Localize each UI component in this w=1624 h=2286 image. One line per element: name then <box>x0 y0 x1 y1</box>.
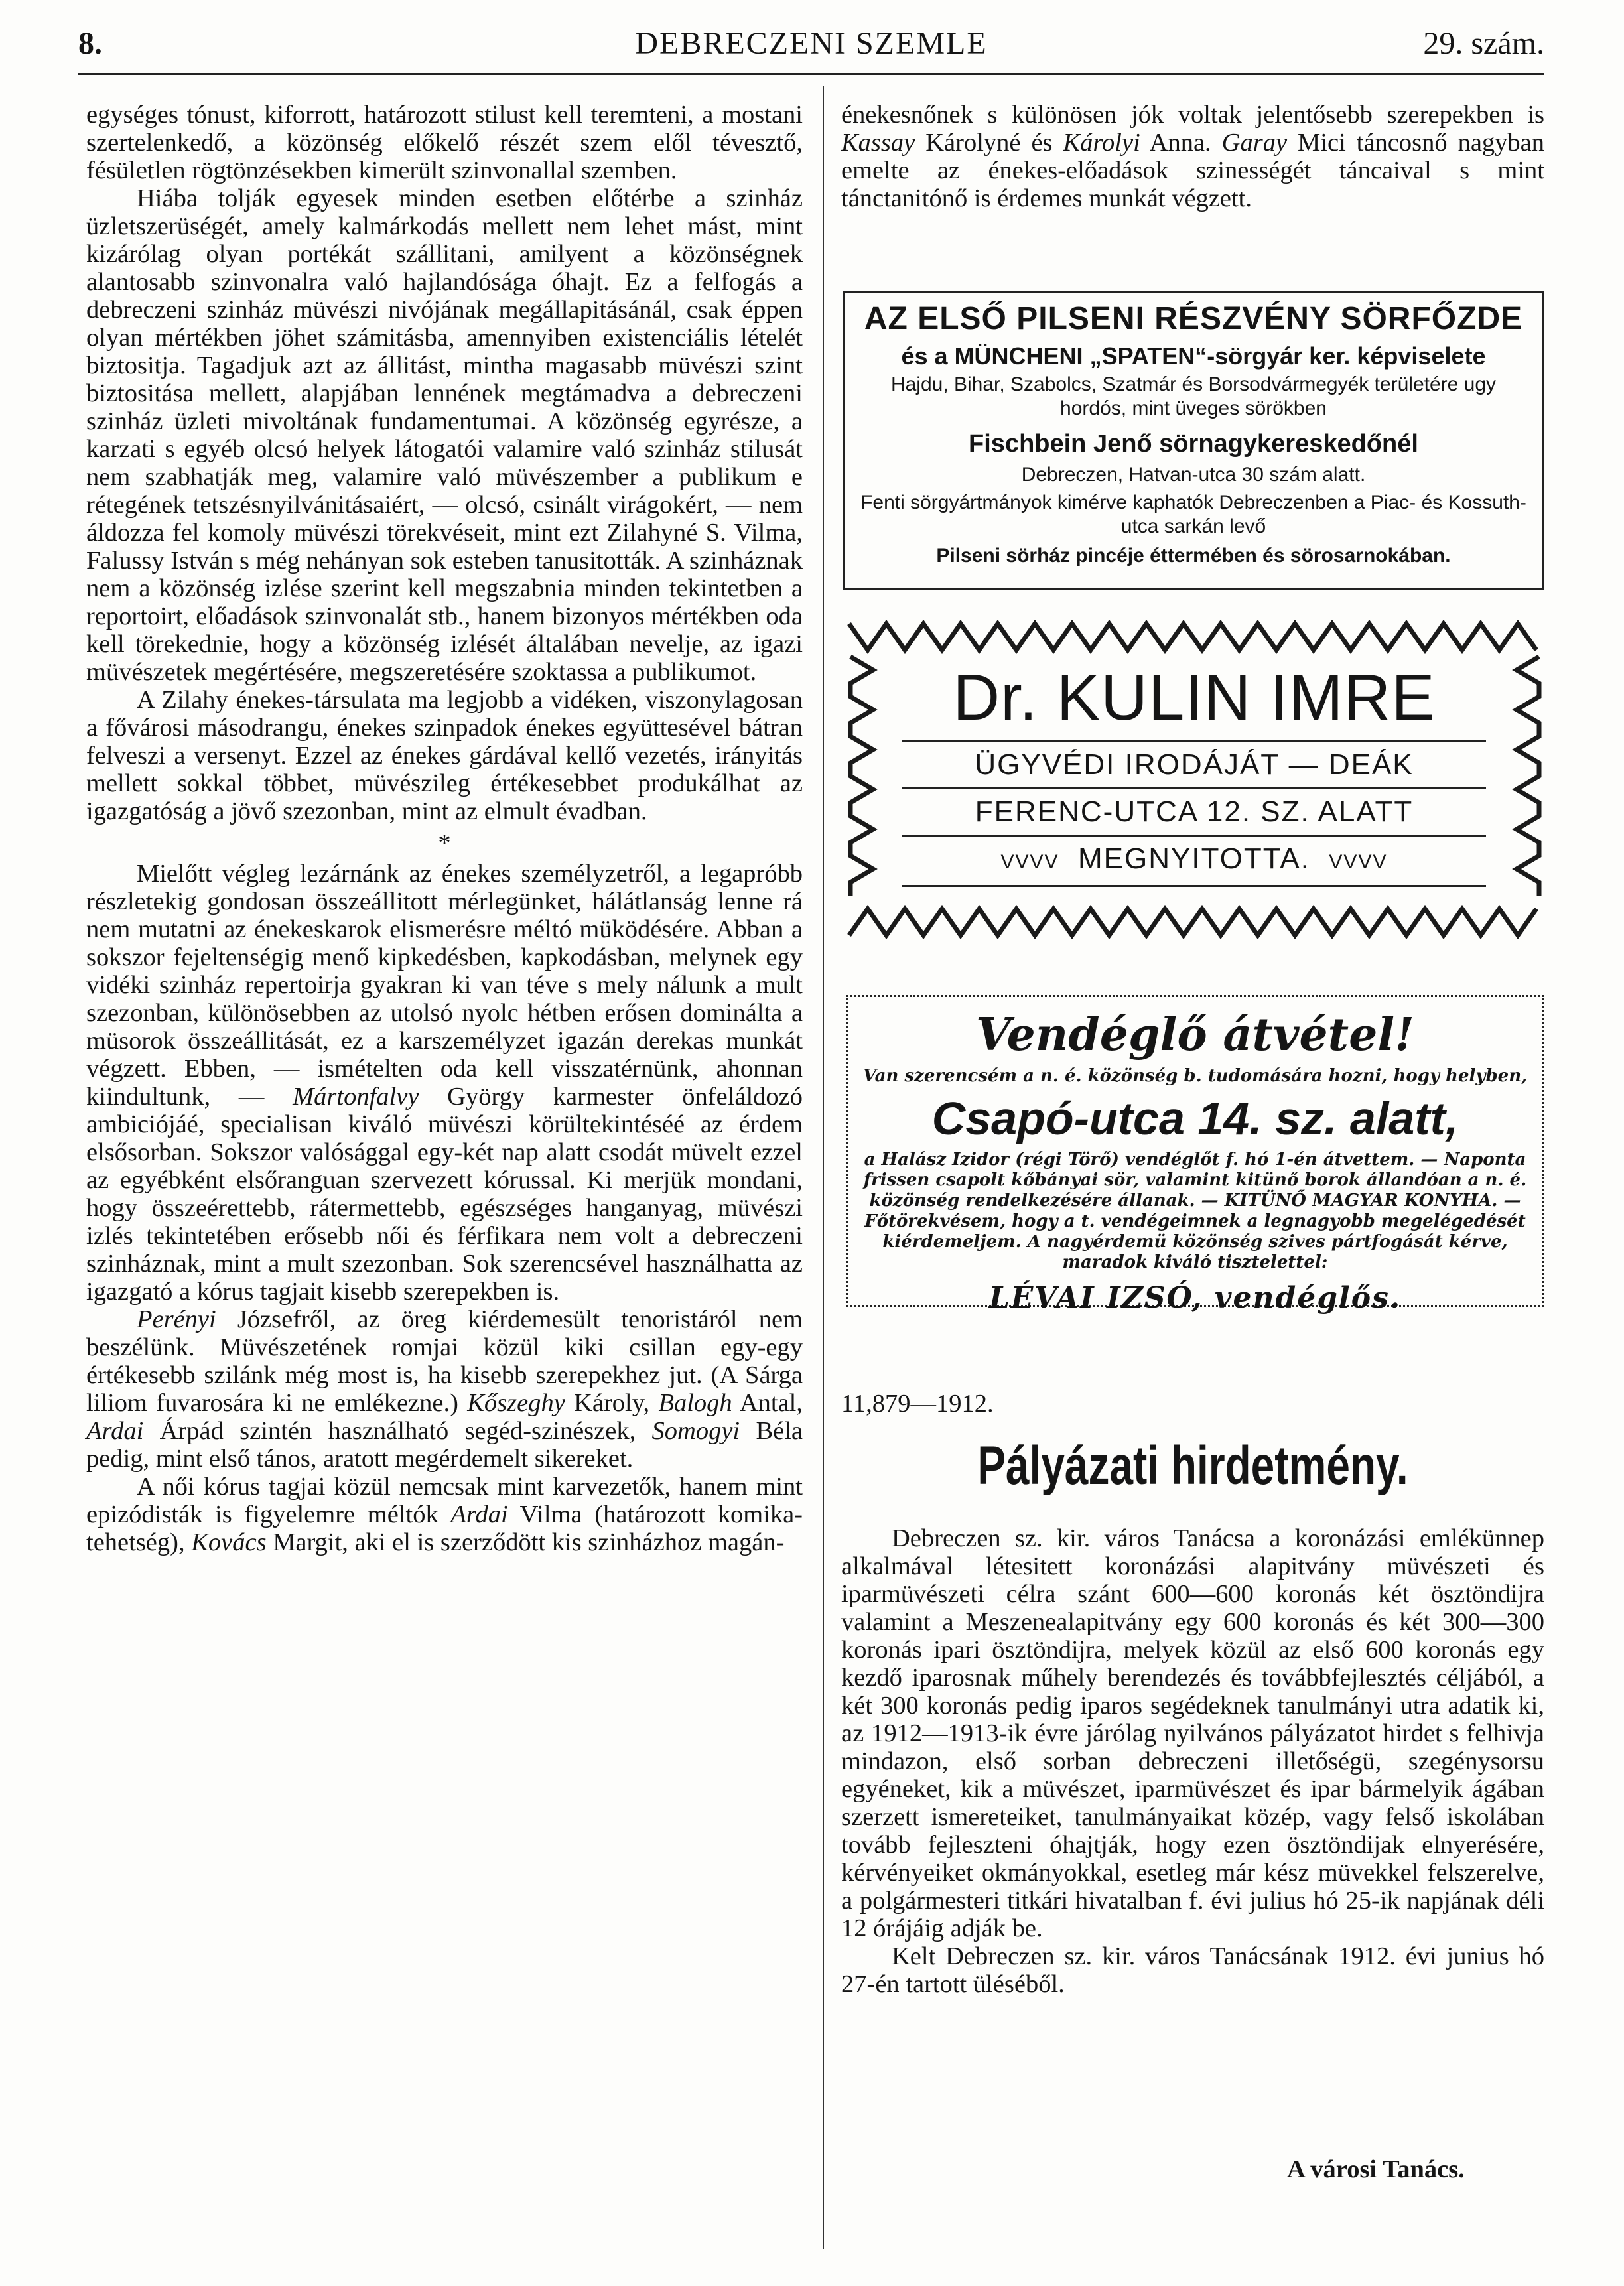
ad-text: Van szerencsém a n. é. közönség b. tudomására hozni, hogy helyben, <box>862 1066 1528 1086</box>
ornament-border-right <box>1511 650 1544 902</box>
ad-kulin-imre <box>843 617 1544 942</box>
ornament-border-bottom <box>843 902 1544 942</box>
ad-line: FERENC-UTCA 12. SZ. ALATT <box>975 795 1414 828</box>
ad-body <box>902 658 1486 891</box>
paragraph: egységes tónust, kiforrott, határozott stilust kell teremteni, a mostani szertelenkedő, a közönség előkelő részét szem elől tévesztő, fésületlen rögtönzésekben kimerült szinvonallal szemben. <box>86 101 803 184</box>
notice-signature: A városi Tanács. <box>1287 2155 1465 2183</box>
ad-text: Fenti sörgyártmányok kimérve kaphatók Debreczenben a Piac- és Kossuth-utca sarkán levő <box>860 492 1526 537</box>
divider <box>902 885 1486 887</box>
left-column <box>86 101 803 1556</box>
paragraph: énekesnőnek s különösen jók voltak jelentősebb szerepekben is Kassay Károlyné és Károlyi Anna. Garay Mici táncosnő nagyban emelte az énekes-előadások szinességét táncaival s mint tánctanitónő is érdemes munkát végzett. <box>841 101 1545 212</box>
ornament-text: VVVV <box>1000 851 1059 873</box>
column-divider <box>823 86 824 2249</box>
ad-location: Pilseni sörház pincéje éttermében és sörosarnokában. <box>936 545 1451 567</box>
lawyer-name: Dr. KULIN IMRE <box>953 661 1436 734</box>
ad-text: Hajdu, Bihar, Szabolcs, Szatmár és Borsodvármegyék területére ugy hordós, mint üveges sörökben <box>890 373 1497 419</box>
ornament-border-left <box>845 650 878 902</box>
divider <box>902 787 1486 789</box>
page-number: 8. <box>78 26 102 61</box>
ad-signature: LÉVAI IZSÓ, vendéglős. <box>988 1281 1402 1315</box>
ad-line: VVVV MEGNYITOTTA. VVVV <box>1000 842 1388 875</box>
ad-text: a Halász Izidor (régi Törő) vendéglőt f. hó 1-én átvettem. — Naponta frissen csapolt kőbányai sör, valamint kitünő borok állandóan a n. é. közönség rendelkezésére állanak. — KITÜNŐ MAGYAR KONYHA. — Főtörekvésem, hogy a t. vendégeimnek a legnagyobb megelégedését kiérdemeljem. A nagyérdemü közönség szives pártfogását kérve, maradok kiváló tisztelettel: <box>863 1150 1527 1272</box>
ad-line: ÜGYVÉDI IRODÁJÁT — DEÁK <box>975 748 1414 781</box>
notice-body <box>841 1524 1544 1998</box>
paragraph: Perényi Józsefről, az öreg kiérdemesült tenoristáról nem beszélünk. Müvészetének romjai közül kiki csillan egy-egy értékesebb szilánk még most is, ha kisebb szerepekhez jut. (A Sárga liliom fuvarosára ki ne emlékezne.) Kőszeghy Károly, Balogh Antal, Ardai Árpád szintén használható segéd-szinészek, Somogyi Béla pedig, mint első tános, aratott megérdemelt sikereket. <box>86 1306 803 1473</box>
notice-title: Pályázati hirdetmény. <box>977 1436 1408 1496</box>
paragraph: A Zilahy énekes-társulata ma legjobb a vidéken, viszonylagosan a fővárosi másodrangu, énekes szinpadok énekes együttesével bátran felveszi a versenyt. Ezzel az énekes gárdával kellő vezetés, irányitás mellett sokkal többet, müvészileg értékesebbet produkálhat az igazgatóság a jövő szezonban, mint az elmult évadban. <box>86 686 803 825</box>
right-column-text <box>841 101 1544 212</box>
ad-pilseni-brewery <box>843 291 1544 590</box>
header-rule <box>78 73 1544 75</box>
paragraph: Hiába tolják egyesek minden esetben előtérbe a szinház üzletszerüségét, amely kalmárkodás mellett nem lehet mást, mint kizárólag olyan portékát szállitani, amilyent a közönségnek alantosabb szinvonalra való hajlandósága óhajt. Ez a felfogás a debreczeni szinház müvészi nivójának megállapitásánál, csak éppen olyan mértékben jöhet számitásba, amennyiben existenciális lételét biztositja. Tagadjuk azt az állitást, mintha magasabb müvészi szint biztositása mellett, alapjában lennének megtámadva a debreczeni szinház üzleti mivoltának fundamentumai. A közönség egyrésze, a karzati s egyéb olcsó helyek látogatói valamire való szinház stilusát nem szabhatják meg, valamire való müvészember a publikum e rétegének tetszésnyilvánitásaiért, — olcsó, csinált virágokért, — nem áldozza fel komoly müvészi törekvéseit, mint ezt Zilahyné S. Vilma, Falussy István s még nehányan sok esteben tanusitották. A szinháznak nem a közönség izlése szerint kell megszabnia minden tekintetben a reportoirt, előadások szinvonalát stb., hanem bizonyos mértékben oda kell törekednie, hogy a közönség izlését általában nevelje, az igazi müvészetek megértésére, megszeretésére szoktassa a publikumot. <box>86 184 803 686</box>
ad-headline: Vendéglő átvétel! <box>975 1008 1415 1061</box>
ad-address: Csapó-utca 14. sz. alatt, <box>931 1093 1459 1144</box>
issue-number: 29. szám. <box>1423 26 1544 61</box>
divider <box>902 740 1486 742</box>
paragraph: A női kórus tagjai közül nemcsak mint karvezetők, hanem mint epizódisták is figyelemre méltók Ardai Vilma (határozott komika-tehetség), Kovács Margit, aki el is szerződött kis szinházhoz magán- <box>86 1473 803 1556</box>
paragraph: Mielőtt végleg lezárnánk az énekes személyzetről, a legapróbb részletekig gondosan összeállitott mérlegünket, hálátlanság lenne rá nem mutatni az énekeskarok elismerésre méltó müködésére. Abban a sokszor fejeltenségig menő kipkedésben, kapkodásban, melynek egy vidéki szinház repertoirja gyakran ki van téve s mely nálunk a mult szezonban, különösebben az utolsó nyolc hétben erősen dominálta a müsorok összeállitását, ez a karszemélyzet igazán derekas munkát végzett. Ebben, — ismételten oda kell visszatérnünk, ahonnan kiindultunk, — Mártonfalvy György karmester önfeláldozó ambiciójáé, specialisan kiváló müvészi körültekintéséé az érdem elsősorban. Sokszor valósággal egy-két nap alatt csodát müvelt ezzel az egyébként elsőranguan szervezett kórussal. Ki merjük mondani, hogy összeérettebb, rátermettebb, egészséges hanganyag, müvészi izlés tekintetében erősebb női és férfikara nem volt a debreczeni szinháznak, mint a mult szezonban. Sok szerencsével használhatta az igazgató a kórus tagjait kisebb szerepekben is. <box>86 860 803 1306</box>
ad-address: Debreczen, Hatvan-utca 30 szám alatt. <box>1021 464 1366 486</box>
ornament-border-top <box>843 617 1544 657</box>
divider <box>902 835 1486 837</box>
ad-subheadline: és a MÜNCHENI „SPATEN“-sörgyár ker. képviselete <box>901 342 1486 370</box>
ad-headline: AZ ELSŐ PILSENI RÉSZVÉNY SÖRFŐZDE <box>864 301 1523 336</box>
section-separator: * <box>438 829 451 857</box>
ad-restaurant-takeover <box>846 995 1544 1315</box>
notice-reference: 11,879—1912. <box>841 1390 994 1418</box>
journal-title: DEBRECZENI SZEMLE <box>635 26 988 61</box>
ad-merchant: Fischbein Jenő sörnagykereskedőnél <box>969 430 1418 458</box>
paragraph: Debreczen sz. kir. város Tanácsa a koronázási emlékünnep alkalmával létesitett koronázási alapitvány müvészeti és iparmüvészeti célra szánt 600—600 koronás két ösztöndijra valamint a Meszenealapitvány egy 600 koronás és két 300—300 koronás ipari ösztöndijra, melyek közül az első 600 koronás egy kezdő iparosnak műhely berendezés és továbbfejlesztés céljából, a két 300 koronás pedig iparos segédeknek tanulmányi utra adatik ki, az 1912—1913-ik évre járólag nyilvános pályázatot hirdet s felhivja mindazon, első sorban debreczeni illetőségü, szegénysorsu egyéneket, kik a müvészet, iparmüvészet és ipar bármelyik ágában szerzett ismereteiket, tanulmányaikat közép, vagy felső iskolában tovább fejleszteni óhajtják, hogy ezen ösztöndijak elnyerésére, kérvényeiket okmányokkal, esetleg már kész müvekkel felszerelve, a polgármesteri titkári hivatalban f. évi julius hó 25-ik napjának déli 12 órájáig adják be. <box>841 1524 1544 1942</box>
page-header <box>78 25 1544 72</box>
paragraph: Kelt Debreczen sz. kir. város Tanácsának 1912. évi junius hó 27-én tartott üléséből. <box>841 1942 1544 1998</box>
ornament-text: VVVV <box>1329 851 1388 873</box>
